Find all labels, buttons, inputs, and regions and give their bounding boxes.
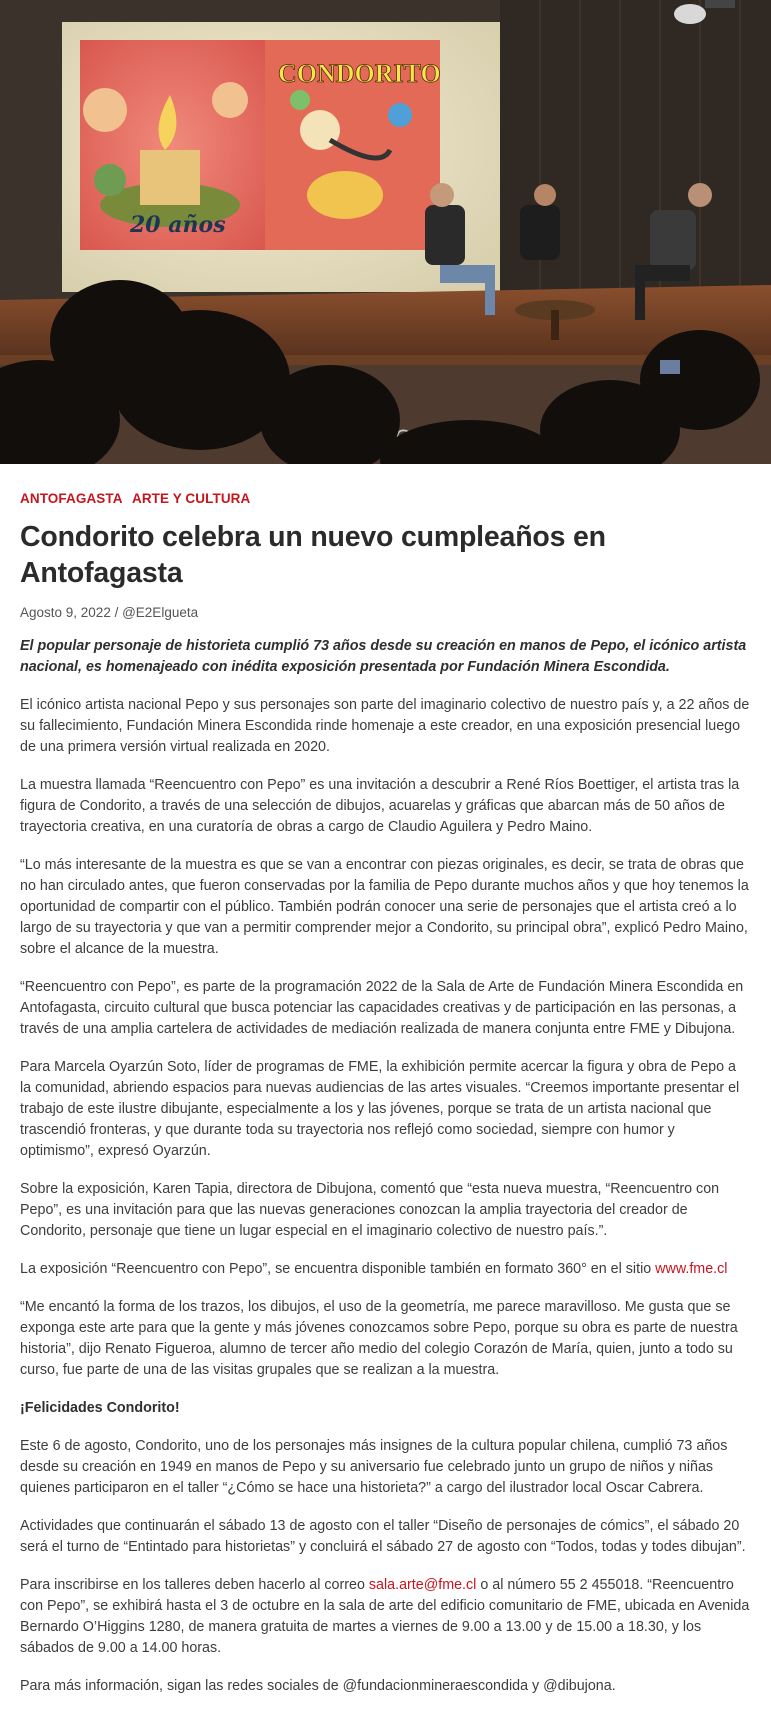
- article-author[interactable]: @E2Elgueta: [122, 605, 199, 620]
- paragraph-8: “Me encantó la forma de los trazos, los dibujos, el uso de la geometría, me parece maravilloso. Me gusta que se exponga este arte para que la gente y más jóvenes conozcamos sobre Pepo, porque su obra es parte de nuestra historia”, dijo Renato Figueroa, alumno de tercer año medio del colegio Corazón de María, quien, junto a todo su curso, fue parte de una de las visitas grupales que se realizan a la muestra.: [20, 1299, 738, 1378]
- section-subheading: ¡Felicidades Condorito!: [20, 1400, 180, 1416]
- paragraph-11-before: Para inscribirse en los talleres deben hacerlo al correo: [20, 1577, 369, 1593]
- article-meta: [20, 605, 751, 620]
- category-antofagasta[interactable]: ANTOFAGASTA: [20, 491, 123, 506]
- paragraph-4: “Reencuentro con Pepo”, es parte de la programación 2022 de la Sala de Arte de Fundación Minera Escondida en Antofagasta, circuito cultural que busca potenciar las capacidades creativas y de participación en las personas, a través de una amplia cartelera de actividades de mediación realizada de manera conjunta entre FME y Dibujona.: [20, 979, 744, 1037]
- paragraph-6: Sobre la exposición, Karen Tapia, directora de Dibujona, comentó que “esta nueva muestra, “Reencuentro con Pepo”, es una invitación para que las nuevas generaciones conozcan la amplia trayectoria del creador de Condorito, personaje que tiene un lugar especial en el imaginario colectivo de nuestro país.”.: [20, 1181, 720, 1239]
- email-link[interactable]: sala.arte@fme.cl: [368, 1577, 477, 1593]
- hero-image: [0, 0, 771, 464]
- meta-separator: /: [110, 605, 123, 620]
- paragraph-2: La muestra llamada “Reencuentro con Pepo” es una invitación a descubrir a René Ríos Boettiger, el artista tras la figura de Condorito, a través de una selección de dibujos, acuarelas y gráficas que abarcan más de 50 años de trayectoria creativa, en una curatoría de obras a cargo de Claudio Aguilera y Pedro Maino.: [20, 777, 740, 835]
- article-lead: El popular personaje de historieta cumplió 73 años desde su creación en manos de Pepo, el icónico artista nacional, es homenajeado con inédita exposición presentada por Fundación Minera Escondida.: [20, 638, 747, 675]
- paragraph-7: [20, 1259, 751, 1280]
- paragraph-11: [20, 1575, 751, 1659]
- category-arte-y-cultura[interactable]: ARTE Y CULTURA: [131, 491, 251, 506]
- category-list: [20, 491, 751, 506]
- hero-photo: [0, 0, 771, 464]
- paragraph-10: Actividades que continuarán el sábado 13 de agosto con el taller “Diseño de personajes de cómics”, el sábado 20 será el turno de “Entintado para historietas” y concluirá el sábado 27 de agosto con “Todos, todas y todes dibujan”.: [20, 1518, 746, 1555]
- projection-subtitle: 20 años: [130, 212, 226, 238]
- paragraph-11-after: o al número 55 2 455018. “Reencuentro con Pepo”, se exhibirá hasta el 3 de octubre en la sala de arte del edificio comunitario de FME, ubicada en Avenida Bernardo O’Higgins 1280, de manera gratuita de martes a viernes de 9.00 a 13.00 y de 15.00 a 18.30, y los sábados de 9.00 a 14.00 horas.: [20, 1577, 750, 1656]
- paragraph-9: Este 6 de agosto, Condorito, uno de los personajes más insignes de la cultura popular chilena, cumplió 73 años desde su creación en 1949 en manos de Pepo y su aniversario fue celebrado junto un grupo de niños y niñas quienes participaron en el taller “¿Cómo se hace una historieta?” a cargo del ilustrador local Oscar Cabrera.: [20, 1438, 728, 1496]
- article: [0, 491, 771, 1697]
- paragraph-12: Para más información, sigan las redes sociales de @fundacionmineraescondida y @dibujona.: [20, 1678, 616, 1694]
- paragraph-3: “Lo más interesante de la muestra es que se van a encontrar con piezas originales, es decir, se trata de obras que no han circulado antes, que fueron conservadas por la familia de Pepo durante muchos años y que hoy tenemos la oportunidad de compartir con el público. También podrán conocer una serie de personajes que el artista creó a lo largo de su trayectoria y que van a permitir comprender mejor a Condorito, su principal obra”, explicó Pedro Maino, sobre el alcance de la muestra.: [20, 857, 749, 957]
- article-title: Condorito celebra un nuevo cumpleaños en Antofagasta: [20, 521, 606, 589]
- paragraph-5: Para Marcela Oyarzún Soto, líder de programas de FME, la exhibición permite acercar la figura y obra de Pepo a la comunidad, abriendo espacios para nuevas audiencias de las artes visuales. “Creemos importante presentar el trabajo de este ilustre dibujante, especialmente a los y las jóvenes, porque se trata de un artista nacional que trascendió fronteras, y que durante toda su trayectoria nos reflejó como sociedad, siempre con humor y optimismo”, expresó Oyarzún.: [20, 1059, 740, 1159]
- paragraph-1: El icónico artista nacional Pepo y sus personajes son parte del imaginario colectivo de nuestro país y, a 22 años de su fallecimiento, Fundación Minera Escondida rinde homenaje a este creador, en una exposición presencial luego de una primera versión virtual realizada en 2020.: [20, 697, 750, 755]
- paragraph-7-text: La exposición “Reencuentro con Pepo”, se encuentra disponible también en formato 360° en el sitio: [20, 1261, 656, 1277]
- article-date: Agosto 9, 2022: [20, 605, 111, 620]
- projection-title: CONDORITO: [278, 59, 441, 88]
- fme-website-link[interactable]: www.fme.cl: [655, 1261, 728, 1277]
